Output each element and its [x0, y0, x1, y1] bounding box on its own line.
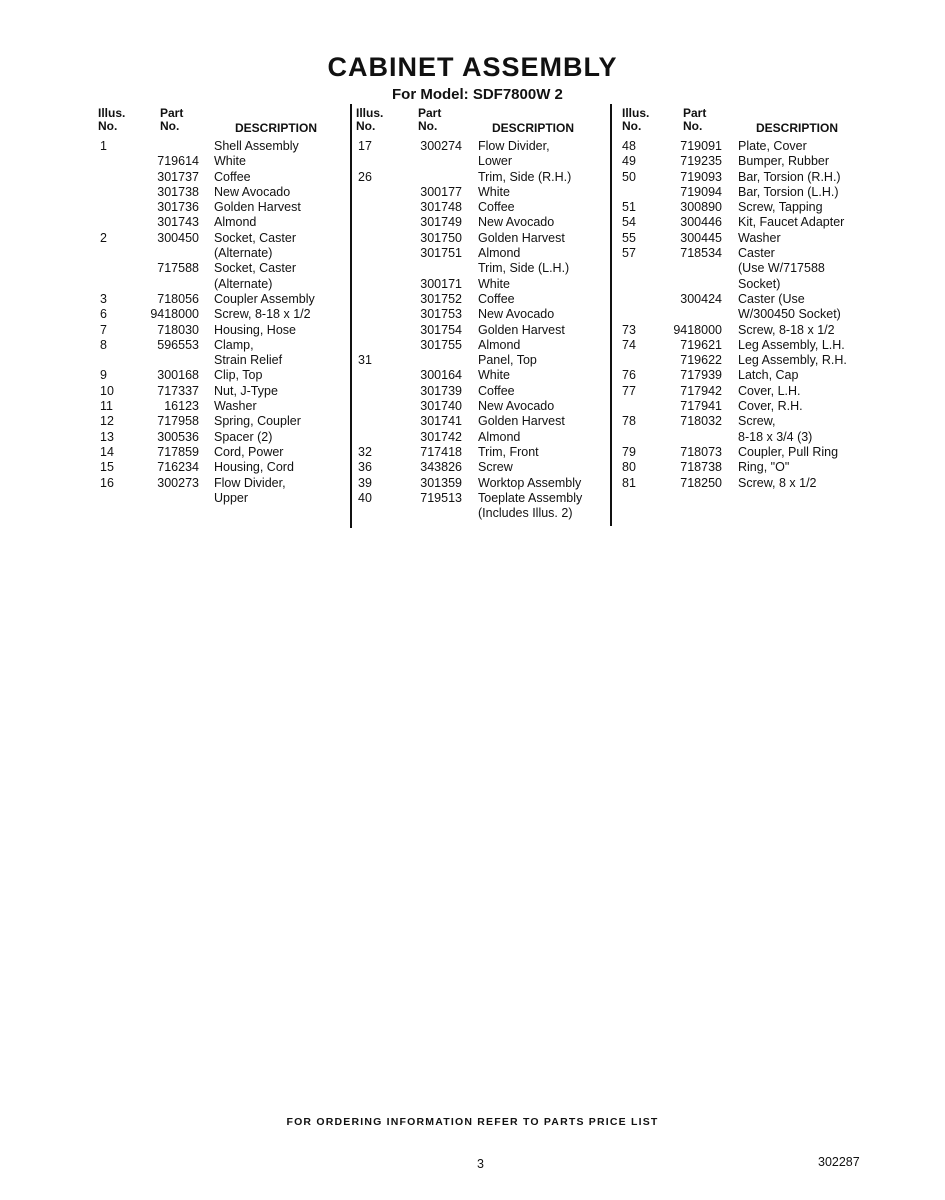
part-number: 301752	[420, 291, 462, 306]
part-number: 717942	[680, 383, 722, 398]
part-row	[356, 460, 611, 475]
part-row	[620, 246, 870, 261]
part-number: 718738	[680, 460, 722, 475]
part-row	[620, 200, 870, 215]
part-row	[356, 200, 611, 215]
parts-list	[98, 139, 348, 506]
part-number: 719513	[420, 490, 462, 505]
part-row	[620, 307, 870, 322]
part-row	[620, 323, 870, 338]
parts-list	[620, 139, 870, 491]
part-number: 300177	[420, 184, 462, 199]
part-row	[98, 292, 348, 307]
part-row	[98, 277, 348, 292]
part-row	[620, 231, 870, 246]
part-number: 300890	[680, 200, 722, 215]
part-description: Coupler Assembly	[214, 291, 315, 306]
part-description: White	[478, 276, 510, 291]
part-description: Cover, L.H.	[738, 383, 801, 398]
illus-number: 40	[358, 490, 372, 505]
illus-number: 74	[622, 337, 636, 352]
parts-column-1	[98, 105, 348, 506]
part-row	[98, 384, 348, 399]
illus-number: 51	[622, 200, 636, 215]
parts-column-3	[620, 105, 870, 491]
illus-no-header: Illus. No.	[622, 106, 650, 133]
illus-number: 39	[358, 475, 372, 490]
illus-number: 50	[622, 169, 636, 184]
part-row	[356, 368, 611, 383]
illus-number: 26	[358, 169, 372, 184]
illus-number: 31	[358, 353, 372, 368]
part-row	[620, 154, 870, 169]
part-number: 301751	[420, 246, 462, 261]
part-row	[620, 292, 870, 307]
illus-number: 73	[622, 322, 636, 337]
column-header	[98, 105, 348, 139]
part-row	[98, 368, 348, 383]
part-description: Kit, Faucet Adapter	[738, 215, 845, 230]
part-description: Leg Assembly, L.H.	[738, 337, 845, 352]
part-description: New Avocado	[214, 184, 291, 199]
ordering-info-note: FOR ORDERING INFORMATION REFER TO PARTS PRICE LIST	[286, 1116, 659, 1128]
part-no-header: Part No.	[160, 106, 184, 133]
part-description: White	[214, 154, 246, 169]
part-row	[356, 353, 611, 368]
column-header	[356, 105, 611, 139]
part-row	[620, 476, 870, 491]
part-description: Cord, Power	[214, 444, 284, 459]
illus-number: 8	[100, 337, 107, 352]
part-description: Housing, Hose	[214, 322, 296, 337]
illus-number: 55	[622, 230, 636, 245]
part-number: 301736	[157, 200, 199, 215]
page-title: CABINET ASSEMBLY	[327, 52, 618, 82]
part-description: Toeplate Assembly	[478, 490, 583, 505]
part-number: 300168	[157, 368, 199, 383]
part-no-header: Part No.	[418, 106, 442, 133]
illus-number: 80	[622, 460, 636, 475]
part-number: 718250	[680, 475, 722, 490]
part-row	[356, 246, 611, 261]
part-row	[356, 292, 611, 307]
part-row	[98, 399, 348, 414]
part-number: 301741	[420, 414, 462, 429]
part-number: 300536	[157, 429, 199, 444]
illus-number: 81	[622, 475, 636, 490]
part-number: 300171	[420, 276, 462, 291]
illus-number: 15	[100, 460, 114, 475]
part-description: Screw, 8-18 x 1/2	[214, 307, 311, 322]
part-row	[620, 414, 870, 429]
part-row	[98, 476, 348, 491]
part-row	[620, 139, 870, 154]
part-description: Caster (Use	[738, 291, 805, 306]
part-description: Housing, Cord	[214, 460, 294, 475]
illus-number: 57	[622, 246, 636, 261]
illus-number: 78	[622, 414, 636, 429]
part-description: Trim, Side (L.H.)	[478, 261, 570, 276]
part-description: Socket, Caster	[214, 230, 296, 245]
part-number: 301737	[157, 169, 199, 184]
part-description: White	[478, 368, 510, 383]
part-description: Golden Harvest	[478, 322, 565, 337]
part-description: Screw, 8-18 x 1/2	[738, 322, 835, 337]
illus-no-header: Illus. No.	[356, 106, 384, 133]
part-row	[98, 323, 348, 338]
illus-number: 6	[100, 307, 107, 322]
part-number: 9418000	[150, 307, 199, 322]
part-description: Caster	[738, 246, 775, 261]
part-row	[356, 399, 611, 414]
part-number: 300424	[680, 291, 722, 306]
part-number: 301749	[420, 215, 462, 230]
part-number: 717939	[680, 368, 722, 383]
part-description: New Avocado	[478, 215, 555, 230]
part-row	[620, 261, 870, 276]
part-row	[98, 338, 348, 353]
part-description: Leg Assembly, R.H.	[738, 353, 847, 368]
illus-number: 16	[100, 475, 114, 490]
part-number: 301359	[420, 475, 462, 490]
illus-number: 32	[358, 444, 372, 459]
part-description: (Alternate)	[214, 276, 273, 291]
part-description: Almond	[478, 246, 521, 261]
part-number: 300450	[157, 230, 199, 245]
part-row	[98, 491, 348, 506]
illus-number: 2	[100, 230, 107, 245]
page-number: 3	[477, 1157, 484, 1171]
part-description: Almond	[478, 429, 521, 444]
part-description: White	[478, 184, 510, 199]
illus-number: 7	[100, 322, 107, 337]
part-row	[620, 338, 870, 353]
illus-number: 48	[622, 139, 636, 153]
part-number: 716234	[157, 460, 199, 475]
part-row	[356, 384, 611, 399]
part-description: Screw	[478, 460, 513, 475]
description-header: DESCRIPTION	[492, 121, 575, 135]
part-row	[98, 154, 348, 169]
part-description: Strain Relief	[214, 353, 283, 368]
part-row	[356, 307, 611, 322]
part-number: 717588	[157, 261, 199, 276]
part-row	[98, 170, 348, 185]
illus-number: 79	[622, 444, 636, 459]
part-number: 717958	[157, 414, 199, 429]
part-number: 301740	[420, 399, 462, 414]
part-number: 300273	[157, 475, 199, 490]
part-row	[620, 277, 870, 292]
part-number: 718534	[680, 246, 722, 261]
part-row	[98, 185, 348, 200]
part-row	[356, 445, 611, 460]
part-description: Bar, Torsion (R.H.)	[738, 169, 841, 184]
illus-number: 77	[622, 383, 636, 398]
illus-number: 11	[100, 399, 113, 414]
column-divider	[350, 104, 352, 528]
part-description: Bumper, Rubber	[738, 154, 830, 169]
part-number: 719094	[680, 184, 722, 199]
part-number: 300446	[680, 215, 722, 230]
part-description: New Avocado	[478, 399, 555, 414]
part-number: 717337	[157, 383, 199, 398]
part-row	[620, 460, 870, 475]
part-number: 301738	[157, 184, 199, 199]
part-number: 718056	[157, 291, 199, 306]
part-row	[98, 215, 348, 230]
part-row	[620, 384, 870, 399]
part-description: Coffee	[214, 169, 251, 184]
part-number: 717859	[157, 444, 199, 459]
part-description: Washer	[738, 230, 781, 245]
part-number: 596553	[157, 337, 199, 352]
part-description: Coupler, Pull Ring	[738, 444, 839, 459]
illus-number: 12	[100, 414, 114, 429]
part-description: Upper	[214, 490, 249, 505]
part-row	[356, 430, 611, 445]
part-description: Flow Divider,	[214, 475, 286, 490]
illus-number: 14	[100, 444, 114, 459]
part-description: Lower	[478, 154, 513, 169]
part-row	[98, 231, 348, 246]
part-number: 301742	[420, 429, 462, 444]
part-description: Plate, Cover	[738, 139, 807, 153]
part-description: Coffee	[478, 291, 515, 306]
part-description: Trim, Front	[478, 444, 539, 459]
illus-number: 49	[622, 154, 636, 169]
part-number: 301748	[420, 200, 462, 215]
part-row	[98, 460, 348, 475]
part-number: 301743	[157, 215, 199, 230]
part-number: 719614	[157, 154, 199, 169]
part-description: Almond	[478, 337, 521, 352]
parts-list	[356, 139, 611, 521]
part-description: Cover, R.H.	[738, 399, 803, 414]
part-row	[356, 261, 611, 276]
part-row	[98, 246, 348, 261]
illus-number: 54	[622, 215, 636, 230]
part-row	[356, 185, 611, 200]
part-row	[356, 139, 611, 154]
part-row	[620, 353, 870, 368]
part-row	[356, 338, 611, 353]
part-description: Washer	[214, 399, 257, 414]
part-number: 719091	[680, 139, 722, 153]
part-row	[98, 430, 348, 445]
part-row	[356, 215, 611, 230]
part-number: 301754	[420, 322, 462, 337]
part-number: 301753	[420, 307, 462, 322]
part-description: Spring, Coupler	[214, 414, 301, 429]
part-number: 719093	[680, 169, 722, 184]
illus-number: 13	[100, 429, 114, 444]
part-description: (Alternate)	[214, 246, 273, 261]
part-number: 300445	[680, 230, 722, 245]
part-description: Screw, 8 x 1/2	[738, 475, 817, 490]
description-header: DESCRIPTION	[756, 121, 839, 135]
part-number: 9418000	[673, 322, 722, 337]
part-description: Worktop Assembly	[478, 475, 582, 490]
part-row	[98, 445, 348, 460]
part-row	[620, 185, 870, 200]
illus-number: 36	[358, 460, 372, 475]
part-description: Clip, Top	[214, 368, 263, 383]
part-number: 343826	[420, 460, 462, 475]
part-number: 718073	[680, 444, 722, 459]
part-description: Clamp,	[214, 337, 254, 352]
part-number: 300164	[420, 368, 462, 383]
part-number: 16123	[164, 399, 199, 414]
part-row	[356, 506, 611, 521]
part-row	[620, 430, 870, 445]
part-description: Ring, "O"	[738, 460, 790, 475]
column-header	[620, 105, 870, 139]
part-description: (Includes Illus. 2)	[478, 506, 573, 521]
part-number: 719621	[680, 337, 722, 352]
part-row	[620, 399, 870, 414]
part-description: Almond	[214, 215, 257, 230]
part-description: Coffee	[478, 383, 515, 398]
part-row	[356, 491, 611, 506]
part-number: 717941	[680, 399, 722, 414]
part-description: Panel, Top	[478, 353, 537, 368]
part-description: Screw, Tapping	[738, 200, 823, 215]
part-row	[356, 414, 611, 429]
part-row	[98, 139, 348, 154]
part-description: 8-18 x 3/4 (3)	[738, 429, 813, 444]
part-number: 719622	[680, 353, 722, 368]
part-no-header: Part No.	[683, 106, 707, 133]
part-number: 301755	[420, 337, 462, 352]
part-description: Screw,	[738, 414, 776, 429]
illus-number: 9	[100, 368, 107, 383]
part-description: New Avocado	[478, 307, 555, 322]
part-description: Shell Assembly	[214, 139, 299, 153]
part-row	[356, 231, 611, 246]
part-description: Coffee	[478, 200, 515, 215]
part-row	[620, 170, 870, 185]
part-description: Trim, Side (R.H.)	[478, 169, 572, 184]
part-description: Flow Divider,	[478, 139, 550, 153]
part-row	[620, 368, 870, 383]
part-row	[98, 261, 348, 276]
part-description: Golden Harvest	[214, 200, 301, 215]
part-number: 717418	[420, 444, 462, 459]
part-row	[98, 307, 348, 322]
part-row	[356, 154, 611, 169]
illus-number: 3	[100, 291, 107, 306]
part-row	[620, 445, 870, 460]
part-description: Golden Harvest	[478, 414, 565, 429]
document-number: 302287	[818, 1155, 860, 1169]
part-row	[356, 277, 611, 292]
part-description: Socket, Caster	[214, 261, 296, 276]
part-description: Spacer (2)	[214, 429, 273, 444]
part-number: 718030	[157, 322, 199, 337]
parts-column-2	[356, 105, 611, 521]
part-row	[98, 353, 348, 368]
illus-number: 76	[622, 368, 636, 383]
part-description: Nut, J-Type	[214, 383, 278, 398]
part-description: Latch, Cap	[738, 368, 799, 383]
part-description: (Use W/717588	[738, 261, 825, 276]
part-description: Bar, Torsion (L.H.)	[738, 184, 839, 199]
model-subtitle: For Model: SDF7800W 2	[392, 86, 563, 103]
illus-number: 10	[100, 383, 114, 398]
illus-number: 1	[100, 139, 107, 153]
part-description: Golden Harvest	[478, 230, 565, 245]
part-row	[356, 323, 611, 338]
part-number: 301750	[420, 230, 462, 245]
part-number: 718032	[680, 414, 722, 429]
part-row	[620, 215, 870, 230]
part-row	[356, 476, 611, 491]
part-number: 719235	[680, 154, 722, 169]
part-description: Socket)	[738, 276, 781, 291]
illus-number: 17	[358, 139, 372, 153]
part-description: W/300450 Socket)	[738, 307, 841, 322]
part-number: 301739	[420, 383, 462, 398]
part-row	[98, 200, 348, 215]
description-header: DESCRIPTION	[235, 121, 318, 135]
part-row	[356, 170, 611, 185]
part-row	[98, 414, 348, 429]
illus-no-header: Illus. No.	[98, 106, 126, 133]
part-number: 300274	[420, 139, 462, 153]
